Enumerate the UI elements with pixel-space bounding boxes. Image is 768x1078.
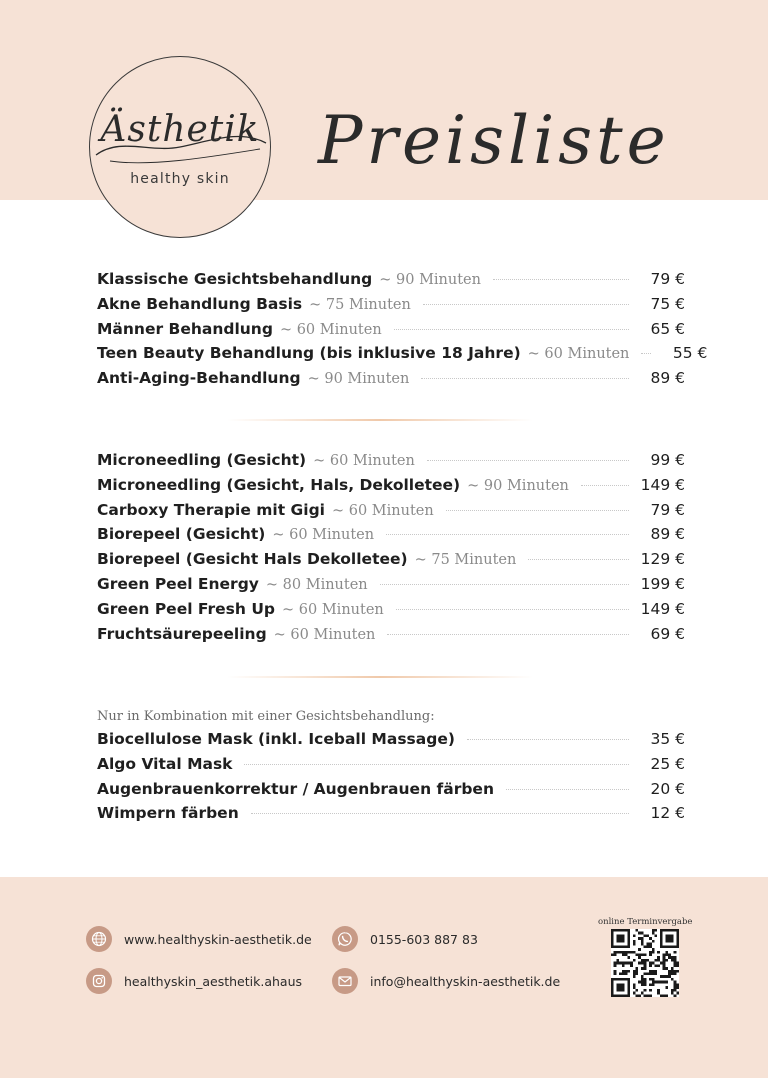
treatment-price: 69 € — [650, 624, 685, 643]
treatment-duration: ~ 75 Minuten — [414, 552, 517, 569]
treatment-price: 89 € — [650, 369, 685, 388]
dot-leader — [506, 789, 629, 790]
treatment-price: 65 € — [650, 319, 685, 338]
price-row — [97, 501, 685, 526]
dot-leader — [421, 378, 629, 379]
treatment-name: Algo Vital Mask — [97, 754, 233, 773]
dot-leader — [387, 634, 629, 635]
price-row — [97, 780, 685, 805]
treatment-duration: ~ 90 Minuten — [379, 272, 481, 288]
section-divider — [227, 676, 533, 678]
logo-subtitle: healthy skin — [130, 171, 230, 187]
qr-label: online Terminvergabe — [598, 917, 693, 927]
treatment-duration: ~ 60 Minuten — [272, 527, 375, 544]
treatment-price: 55 € — [672, 344, 708, 363]
treatment-name: Anti-Aging-Behandlung — [97, 369, 301, 388]
dot-leader — [528, 559, 628, 560]
treatment-name: Carboxy Therapie mit Gigi — [97, 500, 325, 519]
price-row — [97, 600, 685, 625]
treatment-name: Biorepeel (Gesicht) — [97, 525, 266, 544]
treatment-price: 99 € — [650, 451, 685, 469]
treatment-name: Microneedling (Gesicht) — [97, 451, 307, 469]
price-row — [97, 476, 685, 501]
dot-leader — [641, 353, 651, 354]
treatment-price: 25 € — [650, 754, 685, 773]
treatment-duration: ~ 90 Minuten — [307, 371, 410, 388]
treatment-name: Klassische Gesichtsbehandlung — [97, 270, 373, 288]
treatment-price: 199 € — [640, 574, 685, 593]
instagram-link[interactable] — [86, 968, 302, 994]
dot-leader — [446, 510, 629, 511]
price-row — [97, 525, 685, 550]
price-row — [97, 804, 685, 829]
dot-leader — [423, 304, 629, 305]
price-row — [97, 295, 685, 320]
treatment-name: Akne Behandlung Basis — [97, 294, 303, 313]
price-row — [97, 320, 685, 345]
price-row — [97, 755, 685, 780]
price-row — [97, 369, 685, 394]
price-section-facial — [97, 270, 708, 394]
whatsapp-icon — [332, 926, 358, 952]
dot-leader — [493, 279, 629, 280]
treatment-name: Wimpern färben — [97, 804, 239, 823]
treatment-duration: ~ 60 Minuten — [331, 502, 434, 519]
treatment-price: 149 € — [640, 599, 685, 618]
logo-script: Ästhetik — [100, 109, 260, 150]
mail-icon — [332, 968, 358, 994]
treatment-price: 35 € — [650, 730, 685, 748]
dot-leader — [581, 485, 629, 486]
website-text: www.healthyskin-aesthetik.de — [124, 931, 312, 947]
dot-leader — [427, 460, 629, 461]
treatment-duration: ~ 60 Minuten — [279, 321, 382, 338]
treatment-name: Teen Beauty Behandlung (bis inklusive 18 Jahre) — [97, 344, 521, 363]
treatment-duration: ~ 60 Minuten — [282, 601, 384, 618]
phone-text: 0155-603 887 83 — [370, 931, 478, 947]
phone-link[interactable] — [332, 926, 478, 952]
website-link[interactable] — [86, 926, 312, 952]
email-text: info@healthyskin-aesthetik.de — [370, 973, 561, 989]
price-row — [97, 550, 685, 575]
treatment-name: Biorepeel (Gesicht Hals Dekolletee) — [97, 550, 408, 569]
treatment-price: 20 € — [650, 779, 685, 798]
treatment-name: Green Peel Fresh Up — [97, 599, 276, 618]
treatment-duration: ~ 60 Minuten — [273, 626, 376, 643]
treatment-name: Microneedling (Gesicht, Hals, Dekolletee) — [97, 475, 461, 494]
dot-leader — [380, 584, 629, 585]
treatment-price: 12 € — [650, 804, 685, 823]
email-link[interactable] — [332, 968, 560, 994]
instagram-text: healthyskin_aesthetik.ahaus — [124, 973, 303, 989]
treatment-name: Fruchtsäurepeeling — [97, 624, 267, 643]
treatment-name: Männer Behandlung — [97, 319, 273, 338]
treatment-price: 89 € — [650, 525, 685, 544]
price-section-addons — [97, 730, 685, 829]
treatment-duration: ~ 60 Minuten — [527, 346, 630, 363]
price-row — [97, 575, 685, 600]
treatment-price: 75 € — [650, 294, 685, 313]
dot-leader — [467, 739, 629, 740]
price-row — [97, 270, 685, 295]
qr-code-icon[interactable] — [611, 929, 679, 997]
treatment-name: Augenbrauenkorrektur / Augenbrauen färben — [97, 779, 494, 798]
price-section-peels — [97, 451, 685, 649]
dot-leader — [244, 764, 629, 765]
treatment-price: 79 € — [650, 500, 685, 519]
treatment-duration: ~ 75 Minuten — [309, 296, 411, 313]
price-row — [97, 344, 708, 369]
dot-leader — [251, 813, 629, 814]
treatment-price: 129 € — [640, 550, 685, 569]
globe-icon — [86, 926, 112, 952]
treatment-duration: ~ 80 Minuten — [265, 576, 368, 593]
dot-leader — [396, 609, 629, 610]
section-divider — [227, 419, 533, 421]
price-row — [97, 730, 685, 755]
dot-leader — [386, 534, 629, 535]
treatment-price: 79 € — [650, 270, 685, 288]
instagram-icon — [86, 968, 112, 994]
combination-note: Nur in Kombination mit einer Gesichtsbehandlung: — [97, 709, 435, 724]
treatment-duration: ~ 90 Minuten — [467, 477, 569, 494]
page-title: Preisliste — [318, 102, 670, 179]
price-row — [97, 625, 685, 650]
logo — [89, 56, 271, 238]
treatment-price: 149 € — [640, 475, 685, 494]
treatment-duration: ~ 60 Minuten — [313, 453, 415, 469]
price-row — [97, 451, 685, 476]
treatment-name: Biocellulose Mask (inkl. Iceball Massage) — [97, 730, 455, 748]
dot-leader — [394, 329, 629, 330]
treatment-name: Green Peel Energy — [97, 574, 259, 593]
